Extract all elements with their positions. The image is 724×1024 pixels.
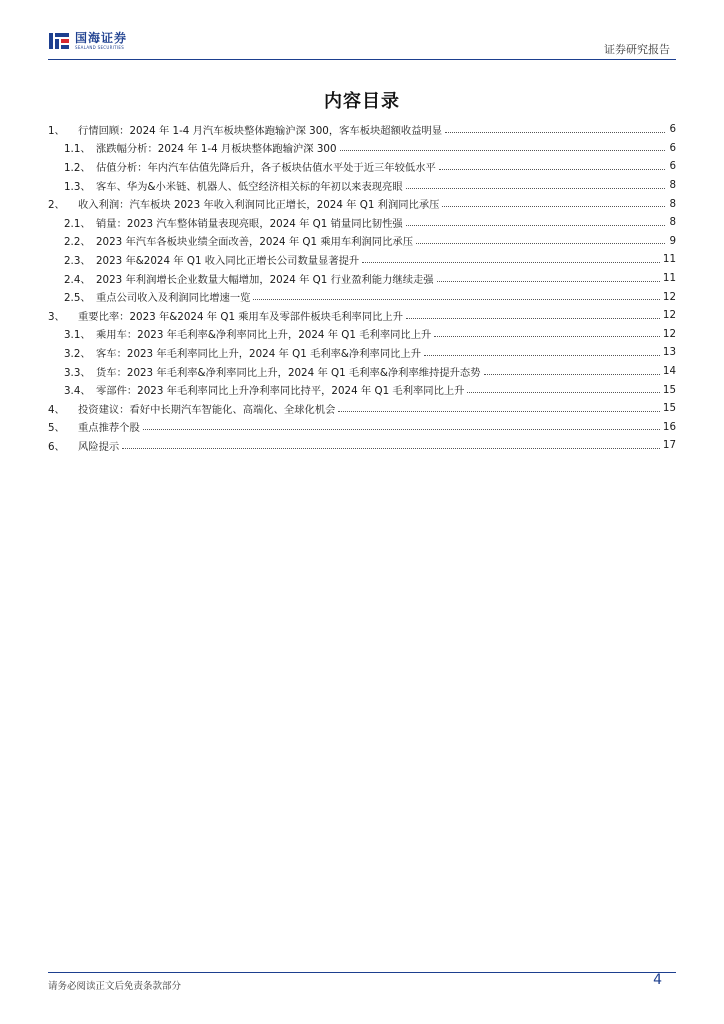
toc-entry[interactable]: [48, 399, 676, 418]
toc-entry-page: 6: [669, 160, 676, 173]
toc-entry[interactable]: [48, 343, 676, 362]
toc-entry-number: 3.4、: [64, 385, 91, 398]
toc-entry-page: 12: [662, 309, 676, 322]
toc-leader-dots: [340, 150, 665, 151]
toc-entry-number: 1、: [48, 124, 65, 137]
toc-entry-number: 2.3、: [64, 254, 91, 267]
toc-entry-title: 行情回顾：2024 年 1-4 月汽车板块整体跑输沪深 300，客车板块超额收益明显: [78, 124, 443, 137]
toc-entry-number: 3.3、: [64, 366, 91, 379]
toc-entry-page: 6: [669, 141, 676, 154]
toc-entry-title: 估值分析：年内汽车估值先降后升，各子板块估值水平处于近三年较低水平: [96, 161, 436, 174]
toc-entry-page: 11: [662, 253, 676, 266]
toc-entry-title: 乘用车：2023 年毛利率&净利率同比上升，2024 年 Q1 毛利率同比上升: [96, 329, 432, 342]
toc-entry-page: 15: [662, 402, 676, 415]
toc-leader-dots: [434, 336, 660, 337]
footer-disclaimer: 请务必阅读正文后免责条款部分: [48, 981, 182, 992]
toc-entry-title: 客车：2023 年毛利率同比上升，2024 年 Q1 毛利率&净利率同比上升: [96, 347, 422, 360]
toc-entry-page: 8: [669, 197, 676, 210]
toc-entry[interactable]: [48, 157, 676, 176]
toc-entry-number: 2.2、: [64, 236, 91, 249]
toc-entry-number: 6、: [48, 440, 65, 453]
toc-entry-number: 5、: [48, 422, 65, 435]
toc-entry[interactable]: [48, 139, 676, 158]
toc-entry[interactable]: [48, 176, 676, 195]
toc-leader-dots: [338, 411, 659, 412]
logo-chinese-name: 国海证券: [75, 31, 128, 45]
toc-entry-page: 15: [662, 383, 676, 396]
toc-leader-dots: [406, 318, 660, 319]
toc-entry-title: 重点推荐个股: [78, 422, 140, 435]
toc-entry-page: 12: [662, 327, 676, 340]
toc-entry-number: 3、: [48, 310, 65, 323]
toc-entry-page: 12: [662, 290, 676, 303]
toc-entry-title: 2023 年汽车各板块业绩全面改善，2024 年 Q1 乘用车利润同比承压: [96, 236, 413, 249]
toc-entry[interactable]: [48, 194, 676, 213]
toc-entry-page: 14: [662, 365, 676, 378]
logo-english-name: SEALAND SECURITIES: [75, 45, 125, 50]
toc-leader-dots: [437, 281, 660, 282]
toc-leader-dots: [442, 206, 665, 207]
toc-leader-dots: [406, 225, 665, 226]
toc-entry[interactable]: [48, 436, 676, 455]
toc-entry-page: 13: [662, 346, 676, 359]
toc-entry-number: 2.1、: [64, 217, 91, 230]
toc-entry-title: 货车：2023 年毛利率&净利率同比上升，2024 年 Q1 毛利率&净利率维持提升态势: [96, 366, 481, 379]
toc-entry-title: 客车、华为&小米链、机器人、低空经济相关标的年初以来表现亮眼: [96, 180, 403, 193]
toc-entry-title: 零部件：2023 年毛利率同比上升净利率同比持平，2024 年 Q1 毛利率同比上升: [96, 385, 465, 398]
toc-entry-page: 6: [669, 123, 676, 136]
toc-leader-dots: [445, 132, 665, 133]
toc-entry[interactable]: [48, 120, 676, 139]
toc-entry-title: 投资建议：看好中长期汽车智能化、高端化、全球化机会: [78, 403, 336, 416]
toc-leader-dots: [253, 299, 659, 300]
toc-entry[interactable]: [48, 362, 676, 381]
toc-entry[interactable]: [48, 232, 676, 251]
toc-entry-page: 9: [669, 234, 676, 247]
page-title: 内容目录: [324, 91, 400, 112]
toc-entry-number: 1.1、: [64, 143, 91, 156]
toc-entry-number: 1.2、: [64, 161, 91, 174]
report-type-label: 证券研究报告: [604, 43, 670, 56]
toc-entry-number: 1.3、: [64, 180, 91, 193]
toc-entry-page: 17: [662, 439, 676, 452]
toc-entry[interactable]: [48, 287, 676, 306]
toc-leader-dots: [406, 188, 665, 189]
toc-entry-number: 2.4、: [64, 273, 91, 286]
toc-entry[interactable]: [48, 418, 676, 437]
toc-leader-dots: [416, 243, 665, 244]
toc-entry-number: 3.2、: [64, 347, 91, 360]
toc-entry-title: 销量：2023 汽车整体销量表现亮眼，2024 年 Q1 销量同比韧性强: [96, 217, 403, 230]
toc-entry-number: 2、: [48, 199, 65, 212]
toc-entry-title: 2023 年利润增长企业数量大幅增加，2024 年 Q1 行业盈利能力继续走强: [96, 273, 434, 286]
toc-entry[interactable]: [48, 325, 676, 344]
toc-entry-page: 8: [669, 216, 676, 229]
toc-leader-dots: [122, 448, 660, 449]
toc-entry-number: 4、: [48, 403, 65, 416]
toc-entry[interactable]: [48, 213, 676, 232]
toc-entry-title: 风险提示: [78, 440, 120, 453]
toc-entry[interactable]: [48, 380, 676, 399]
toc-entry-title: 2023 年&2024 年 Q1 收入同比正增长公司数量显著提升: [96, 254, 360, 267]
logo-mark-icon: [48, 30, 70, 52]
toc-entry-title: 涨跌幅分析：2024 年 1-4 月板块整体跑输沪深 300: [96, 143, 337, 156]
company-logo: [48, 30, 127, 52]
toc-entry-number: 2.5、: [64, 292, 91, 305]
page-number: 4: [653, 972, 662, 988]
toc-entry-page: 16: [662, 420, 676, 433]
toc-entry[interactable]: [48, 306, 676, 325]
toc-entry-title: 重点公司收入及利润同比增速一览: [96, 292, 251, 305]
toc-entry-page: 8: [669, 179, 676, 192]
header-divider: [48, 59, 676, 60]
toc-entry[interactable]: [48, 250, 676, 269]
toc-leader-dots: [362, 262, 660, 263]
toc-leader-dots: [439, 169, 665, 170]
toc-leader-dots: [467, 392, 659, 393]
toc-leader-dots: [143, 429, 660, 430]
toc-leader-dots: [484, 374, 660, 375]
toc-entry[interactable]: [48, 269, 676, 288]
toc-entry-page: 11: [662, 272, 676, 285]
toc-leader-dots: [424, 355, 660, 356]
footer-divider: [48, 972, 676, 973]
table-of-contents: [48, 120, 676, 455]
toc-entry-title: 重要比率：2023 年&2024 年 Q1 乘用车及零部件板块毛利率同比上升: [78, 310, 404, 323]
toc-entry-title: 收入利润：汽车板块 2023 年收入利润同比正增长，2024 年 Q1 利润同比承压: [78, 199, 440, 212]
page-header: [48, 28, 676, 62]
toc-entry-number: 3.1、: [64, 329, 91, 342]
